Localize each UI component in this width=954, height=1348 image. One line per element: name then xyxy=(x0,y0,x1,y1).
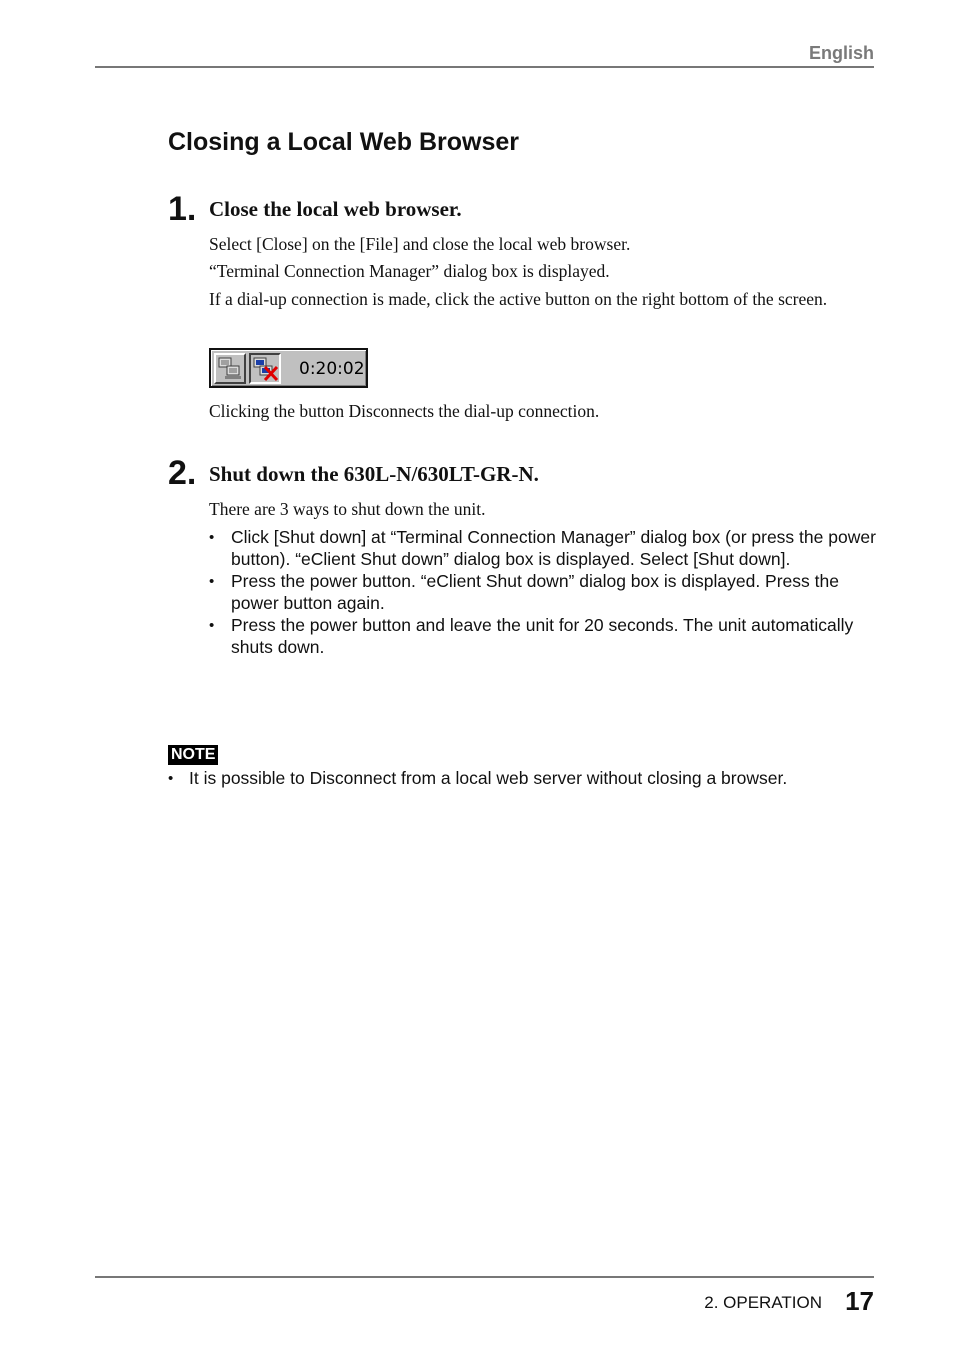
step-1-number: 1. xyxy=(168,190,197,228)
step-2-title: Shut down the 630L-N/630LT-GR-N. xyxy=(209,462,539,486)
footer-rule xyxy=(95,1276,874,1278)
page-number: 17 xyxy=(845,1286,874,1316)
section-title: Closing a Local Web Browser xyxy=(168,128,520,156)
step-1-paragraph: If a dial-up connection is made, click the active button on the right bottom of the screen. xyxy=(209,289,828,309)
dialup-tray-widget xyxy=(209,348,368,388)
step-1-title: Close the local web browser. xyxy=(209,197,462,221)
shutdown-methods-list xyxy=(209,527,877,659)
note-list xyxy=(168,768,878,789)
connection-timer: 0:20:02 xyxy=(299,359,365,379)
header-rule xyxy=(95,66,874,68)
network-computers-icon[interactable] xyxy=(214,353,246,384)
note-label: NOTE xyxy=(168,745,218,765)
list-item: • Press the power button and leave the unit for 20 seconds. The unit automatically shuts down. xyxy=(209,615,877,658)
step-1-after-text: Clicking the button Disconnects the dial-up connection. xyxy=(209,401,600,421)
step-1-paragraph: “Terminal Connection Manager” dialog box is displayed. xyxy=(209,261,610,281)
language-label: English xyxy=(808,43,874,63)
step-1-paragraph: Select [Close] on the [File] and close the local web browser. xyxy=(209,234,631,254)
step-2-intro: There are 3 ways to shut down the unit. xyxy=(209,499,486,519)
list-item: • It is possible to Disconnect from a local web server without closing a browser. xyxy=(168,768,878,789)
disconnect-icon[interactable] xyxy=(249,353,281,384)
footer-section-label: 2. OPERATION xyxy=(704,1293,822,1312)
list-item: • Press the power button. “eClient Shut down” dialog box is displayed. Press the power button again. xyxy=(209,571,877,614)
list-item: • Click [Shut down] at “Terminal Connection Manager” dialog box (or press the power button). “eClient Shut down” dialog box is displayed. Select [Shut down]. xyxy=(209,527,877,570)
step-2-number: 2. xyxy=(168,454,197,492)
